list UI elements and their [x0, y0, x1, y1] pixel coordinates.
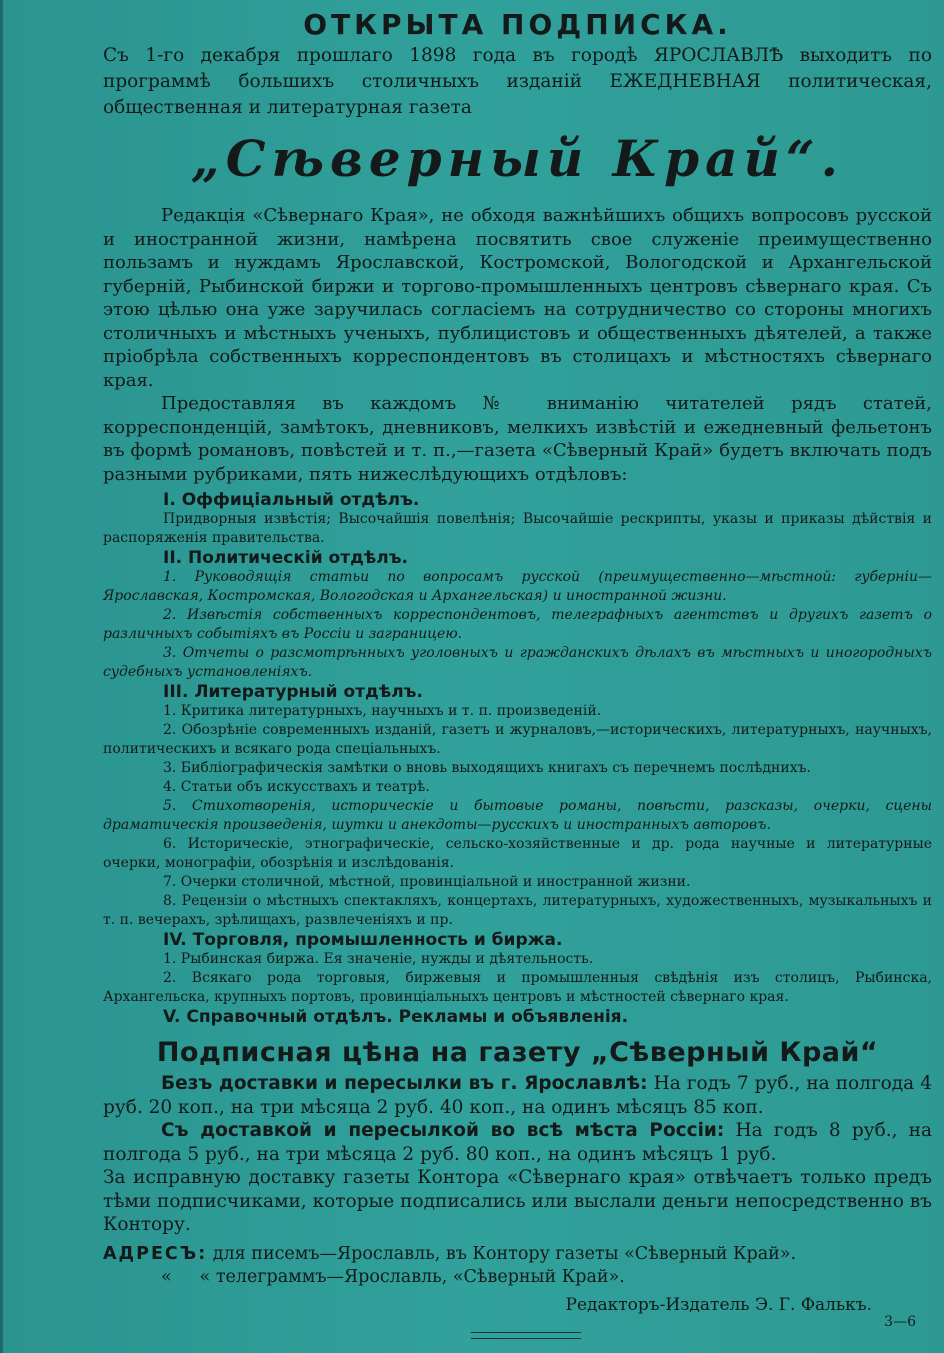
newspaper-name: „Сѣверный Край“. — [190, 129, 845, 188]
section-item: 7. Очерки столичной, мѣстной, провинціальной и иностранной жизни. — [163, 874, 691, 890]
section-item: 3. Библіографическія замѣтки о вновь выходящихъ книгахъ съ перечнемъ послѣднихъ. — [163, 760, 811, 776]
section-heading-literary: III. Литературный отдѣлъ. — [163, 682, 423, 702]
section-heading-political: II. Политическій отдѣлъ. — [163, 548, 408, 568]
section-item: 2. Извѣстія собственныхъ корреспондентовъ, телеграфныхъ агентствъ и другихъ газетъ о различныхъ событіяхъ въ Россіи и заграницею. — [103, 607, 932, 642]
section-item: 1. Критика литературныхъ, научныхъ и т. п. произведеній. — [163, 703, 602, 719]
bottom-rule — [471, 1332, 581, 1339]
section-heading-official: I. Оффиціальный отдѣлъ. — [163, 490, 420, 510]
section-item: 6. Историческіе, этнографическіе, сельско-хозяйственные и др. рода научные и литературные очерки, монографіи, обозрѣнія и изслѣдованія. — [103, 836, 932, 871]
section-item: 2. Всякаго рода торговыя, биржевыя и промышленныя свѣдѣнія изъ столицъ, Рыбинска, Архангельска, крупныхъ портовъ, провинціальныхъ центровъ и мѣстностей сѣвернаго края. — [103, 970, 932, 1005]
section-item: 8. Рецензіи о мѣстныхъ спектакляхъ, концертахъ, литературныхъ, художественныхъ, музыкальныхъ и т. п. вечерахъ, зрѣлищахъ, развлеченіяхъ и пр. — [103, 893, 932, 928]
editorial-paragraph: Редакція «Сѣвернаго Края», не обходя важнѣйшихъ общихъ вопросовъ русской и иностранной жизни, намѣрена посвятить свое служеніе преимущественно пользамъ и нуждамъ Ярославской, Костромской, Вологодской и Архангельской губерній, Рыбинской биржи и торгово-промышленныхъ центровъ сѣвернаго края. Съ этою цѣлью она уже заручилась согласіемъ на сотрудничество со стороны многихъ столичныхъ и мѣстныхъ ученыхъ, публицистовъ и общественныхъ дѣятелей, а также пріобрѣла собственныхъ корреспондентовъ въ столицахъ и мѣстностяхъ сѣвернаго края. — [103, 205, 932, 391]
address-telegram — [103, 1266, 932, 1289]
delivery-note: За исправную доставку газеты Контора «Сѣвернаго края» отвѣчаетъ только предъ тѣми подписчиками, которые подписались или выслали деньги непосредственно въ Контору. — [103, 1167, 932, 1235]
section-item: Придворныя извѣстія; Высочайшія повелѣнія; Высочайшіе рескрипты, указы и приказы дѣйствія и распоряженія правительства. — [103, 511, 932, 546]
section-item: 3. Отчеты о разсмотрѣнныхъ уголовныхъ и гражданскихъ дѣлахъ въ мѣстныхъ и иногородныхъ судебныхъ установленіяхъ. — [103, 645, 932, 680]
section-heading-reference: V. Справочный отдѣлъ. Рекламы и объявленія. — [163, 1007, 629, 1027]
address-label: АДРЕСЪ: — [103, 1243, 208, 1264]
intro-text: Съ 1-го декабря прошлаго 1898 года въ городѣ ЯРОСЛАВЛѢ выходитъ по программѣ большихъ столичныхъ изданій ЕЖЕДНЕВНАЯ политическая, общественная и литературная газета — [103, 45, 932, 118]
page-title: ОТКРЫТА ПОДПИСКА. — [303, 8, 732, 41]
price-local-label: Безъ доставки и пересылки въ г. Ярославлѣ: — [161, 1073, 648, 1094]
address-mail — [103, 1243, 932, 1266]
section-item: 1. Рыбинская биржа. Ея значеніе, нужды и дѣятельность. — [163, 951, 594, 967]
price-local — [103, 1072, 932, 1119]
section-heading-trade: IV. Торговля, промышленность и биржа. — [163, 930, 563, 950]
section-item: 1. Руководящія статьи по вопросамъ русской (преимущественно—мѣстной: губерніи—Ярославская, Костромская, Вологодская и Архангельская) и иностранной жизни. — [103, 569, 932, 604]
print-mark: 3—6 — [884, 1314, 916, 1330]
price-delivery-text: На годъ 8 руб., на полгода 5 руб., на три мѣсяца 2 руб. 80 коп., на одинъ мѣсяцъ 1 руб. — [103, 1120, 932, 1165]
price-local-text: На годъ 7 руб., на полгода 4 руб. 20 коп., на три мѣсяца 2 руб. 40 коп., на одинъ мѣсяцъ 85 коп. — [103, 1073, 932, 1118]
section-item: 2. Обозрѣніе современныхъ изданій, газетъ и журналовъ,—историческихъ, литературныхъ, научныхъ, политическихъ и всякаго рода спеціальныхъ. — [103, 722, 932, 757]
price-delivery-label: Съ доставкой и пересылкой во всѣ мѣста Россіи: — [161, 1120, 725, 1141]
ditto-marks: « « — [161, 1266, 211, 1287]
section-item: 5. Стихотворенія, историческіе и бытовые романы, повѣсти, разсказы, очерки, сцены драматическія произведенія, шутки и анекдоты—русскихъ и иностранныхъ авторовъ. — [103, 798, 932, 833]
address-mail-text: для писемъ—Ярославль, въ Контору газеты «Сѣверный Край». — [212, 1243, 797, 1264]
price-heading: Подписная цѣна на газету „Сѣверный Край“ — [156, 1037, 879, 1068]
content-paragraph: Предоставляя въ каждомъ № вниманію читателей рядъ статей, корреспонденцій, замѣтокъ, дневниковъ, мелкихъ извѣстій и ежедневный фельетонъ въ формѣ романовъ, повѣстей и т. п.,—газета «Сѣверный Край» будетъ включать подъ разными рубриками, пять нижеслѣдующихъ отдѣловъ: — [103, 393, 932, 485]
section-item: 4. Статьи объ искусствахъ и театрѣ. — [163, 779, 430, 795]
address-telegram-text: телеграммъ—Ярославль, «Сѣверный Край». — [215, 1266, 625, 1287]
price-delivery — [103, 1119, 932, 1166]
editor-signature: Редакторъ-Издатель Э. Г. Фалькъ. — [565, 1294, 872, 1315]
